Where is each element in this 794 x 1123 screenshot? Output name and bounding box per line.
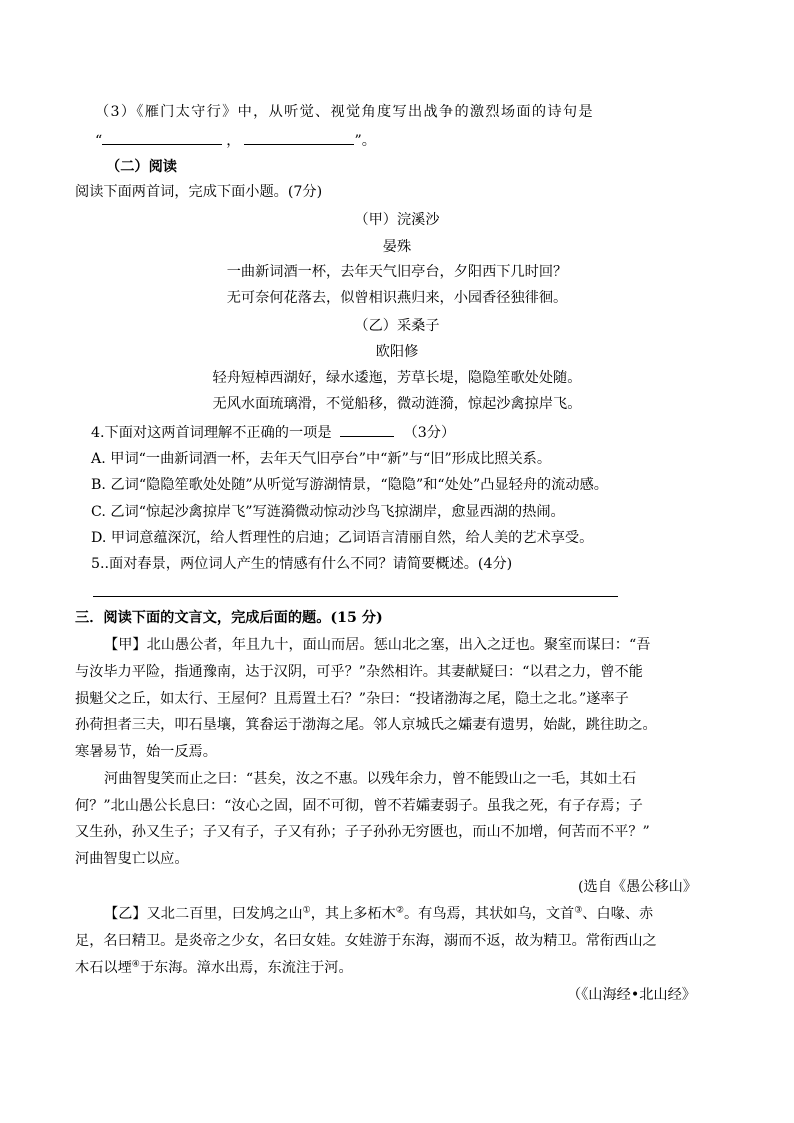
q3-comma: ，: [226, 133, 241, 149]
jia-line-2: 与汝毕力平险，指通豫南，达于汉阴，可乎？”杂然相许。其妻献疑曰：“以君之力，曾不能: [75, 664, 643, 680]
footnote-mark-2: ②: [395, 905, 404, 916]
footnote-mark-3: ③: [574, 905, 583, 916]
q4-option-b: B. 乙词“隐隐笙歌处处随”从听觉写游湖情景，“隐隐”和“处处”凸显轻舟的流动感。: [91, 477, 608, 493]
footnote-mark-1: ①: [302, 905, 311, 916]
jia-line-6: 河曲智叟笑而止之曰：“甚矣，汝之不惠。以残年余力，曾不能毁山之一毛，其如土石: [104, 771, 637, 787]
yi-text-3b: 于东海。漳水出焉，东流注于河。: [139, 960, 353, 976]
yi-line-3: [75, 958, 353, 978]
poem2-line-1: 轻舟短棹西湖好，绿水逶迤，芳草长堤，隐隐笙歌处处随。: [212, 370, 582, 386]
jia-line-1: 【甲】北山愚公者，年且九十，面山而居。惩山北之塞，出入之迂也。聚室而谋曰：“吾: [104, 637, 651, 653]
yi-line-2: 足，名曰精卫。是炎帝之少女，名曰女娃。女娃游于东海，溺而不返，故为精卫。常衔西山之: [75, 933, 657, 949]
yi-source: （《山海经•北山经》: [567, 987, 696, 1003]
q3-blank-1[interactable]: [102, 130, 222, 145]
poem2-title: （乙）采桑子: [354, 318, 440, 334]
reading-instruction: 阅读下面两首词，完成下面小题。(7分): [75, 184, 323, 200]
q4-stem: 4.下面对这两首词理解不正确的一项是: [91, 425, 332, 441]
jia-line-8: 又生孙，孙又生子；子又有子，子又有孙；子子孙孙无穷匮也，而山不加增，何苦而不平？”: [75, 824, 650, 840]
poem1-author: 晏殊: [382, 239, 412, 255]
jia-line-3: 损魁父之丘，如太行、王屋何？且焉置土石？”杂曰：“投诸渤海之尾，隐土之北。”遂率子: [75, 691, 629, 707]
yi-text-1c: 。有鸟焉，其状如乌，文首: [403, 906, 575, 922]
yi-line-1: [104, 904, 653, 924]
q4-stem-line: [91, 422, 455, 443]
q3-open-quote: “: [95, 133, 103, 149]
poem2-author: 欧阳修: [375, 344, 419, 360]
yi-text-3a: 木石以堙: [75, 960, 132, 976]
jia-line-5: 寒暑易节，始一反焉。: [75, 744, 217, 760]
poem1-line-2: 无可奈何花落去，似曾相识燕归来，小园香径独徘徊。: [226, 290, 568, 306]
q5-text: 5..面对春景，两位词人产生的情感有什么不同？请简要概述。(4分): [91, 556, 513, 572]
q3-text: （3）《雁门太守行》中，从听觉、视觉角度写出战争的激烈场面的诗句是: [95, 104, 594, 120]
yi-text-1a: 【乙】又北二百里，曰发鸠之山: [104, 906, 303, 922]
jia-line-4: 孙荷担者三夫，叩石垦壤，箕畚运于渤海之尾。邻人京城氏之孀妻有遗男，始龀，跳往助之。: [75, 717, 657, 733]
q5-answer-line[interactable]: [93, 596, 618, 597]
section-heading-reading: （二）阅读: [106, 159, 177, 175]
q4-points: （3分）: [403, 425, 456, 441]
footnote-mark-4: ④: [131, 959, 140, 970]
yi-text-1d: 、白喙、赤: [582, 906, 654, 922]
poem1-title: （甲）浣溪沙: [354, 212, 440, 228]
q4-option-c: C. 乙词“惊起沙禽掠岸飞”写涟漪微动惊动沙鸟飞掠湖岸，愈显西湖的热闹。: [91, 504, 565, 520]
q4-option-a: A. 甲词“一曲新词酒一杯，去年天气旧亭台”中“新”与“旧”形成比照关系。: [91, 451, 552, 467]
q3-close: ”。: [354, 133, 376, 149]
q4-answer-blank[interactable]: [340, 422, 394, 437]
jia-line-7: 何？”北山愚公长息曰：“汝心之固，固不可彻，曾不若孀妻弱子。虽我之死，有子存焉；子: [75, 798, 643, 814]
q3-blank-2[interactable]: [244, 130, 354, 145]
jia-line-9: 河曲智叟亡以应。: [75, 851, 189, 867]
jia-source: (选自《愚公移山》: [578, 879, 698, 895]
yi-text-1b: ，其上多柘木: [310, 906, 396, 922]
q3-answer-line: [95, 130, 376, 151]
section-heading-classical: 三．阅读下面的文言文，完成后面的题。(15 分): [75, 610, 383, 626]
poem1-line-1: 一曲新词酒一杯，去年天气旧亭台，夕阳西下几时回？: [226, 264, 568, 280]
poem2-line-2: 无风水面琉璃滑，不觉船移，微动涟漪，惊起沙禽掠岸飞。: [212, 396, 582, 412]
q4-option-d: D. 甲词意蕴深沉，给人哲理性的启迪；乙词语言清丽自然，给人美的艺术享受。: [91, 530, 594, 546]
